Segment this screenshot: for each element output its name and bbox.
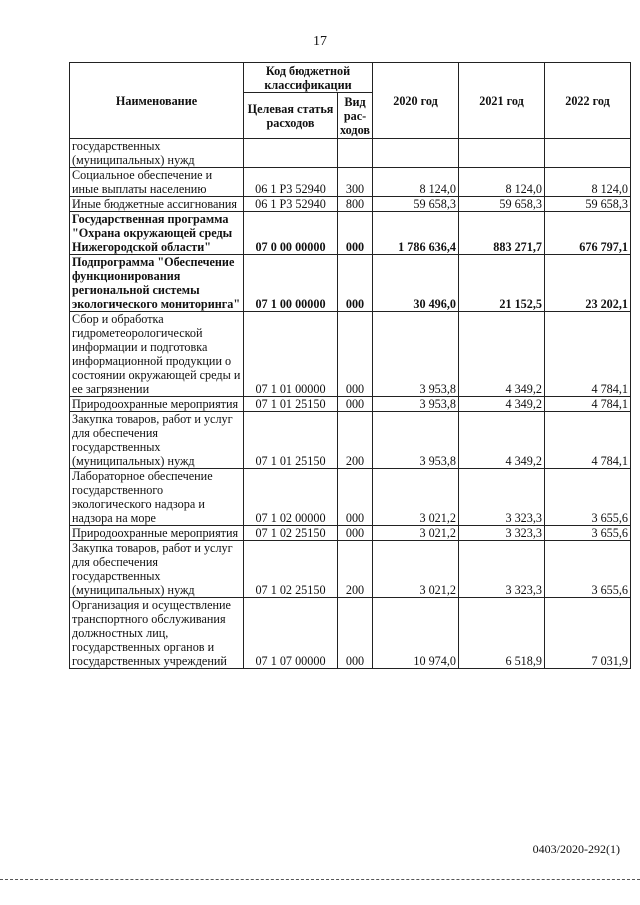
table-row <box>70 397 631 412</box>
cell-code: 07 1 07 00000 <box>244 598 338 669</box>
cell-y2021: 59 658,3 <box>459 197 545 212</box>
cell-code: 07 1 02 00000 <box>244 469 338 526</box>
cell-y2021: 883 271,7 <box>459 212 545 255</box>
table-row <box>70 212 631 255</box>
document-id: 0403/2020-292(1) <box>532 842 620 856</box>
table-row <box>70 541 631 598</box>
cell-y2020: 59 658,3 <box>373 197 459 212</box>
cell-name: Сбор и обработка гидрометеорологической информации и подготовка информационной продукции о состоянии окружающей среды и ее загрязнении <box>70 312 244 397</box>
cell-y2020: 3 953,8 <box>373 397 459 412</box>
cell-name: государственных (муниципальных) нужд <box>70 139 244 168</box>
cell-type: 800 <box>338 197 373 212</box>
cell-y2020: 3 021,2 <box>373 541 459 598</box>
cell-type: 000 <box>338 255 373 312</box>
cell-name: Организация и осуществление транспортного обслуживания должностных лиц, государственных органов и государственных учреждений <box>70 598 244 669</box>
header-2022: 2022 год <box>545 63 631 139</box>
cell-type: 000 <box>338 469 373 526</box>
cell-y2022: 8 124,0 <box>545 168 631 197</box>
cell-y2021: 3 323,3 <box>459 526 545 541</box>
budget-table <box>69 62 631 669</box>
table-row <box>70 139 631 168</box>
cell-code: 07 1 01 25150 <box>244 412 338 469</box>
cell-code: 06 1 P3 52940 <box>244 197 338 212</box>
cell-y2022: 3 655,6 <box>545 541 631 598</box>
cell-y2022: 23 202,1 <box>545 255 631 312</box>
cell-y2020: 3 021,2 <box>373 526 459 541</box>
cell-code: 07 1 00 00000 <box>244 255 338 312</box>
header-2020: 2020 год <box>373 63 459 139</box>
cell-name: Природоохранные мероприятия <box>70 397 244 412</box>
cell-y2020: 3 021,2 <box>373 469 459 526</box>
cell-code: 07 1 01 25150 <box>244 397 338 412</box>
cell-name: Подпрограмма "Обеспечение функционирования региональной системы экологического мониторинга" <box>70 255 244 312</box>
cell-y2021: 8 124,0 <box>459 168 545 197</box>
table-row <box>70 412 631 469</box>
table-row <box>70 255 631 312</box>
cell-y2020 <box>373 139 459 168</box>
cell-y2022: 7 031,9 <box>545 598 631 669</box>
header-2021: 2021 год <box>459 63 545 139</box>
cell-y2022: 59 658,3 <box>545 197 631 212</box>
cell-y2020: 30 496,0 <box>373 255 459 312</box>
cell-y2022 <box>545 139 631 168</box>
cell-y2022: 3 655,6 <box>545 526 631 541</box>
cell-code <box>244 139 338 168</box>
cell-name: Закупка товаров, работ и услуг для обеспечения государственных (муниципальных) нужд <box>70 412 244 469</box>
cell-y2021: 3 323,3 <box>459 469 545 526</box>
cell-name: Социальное обеспечение и иные выплаты населению <box>70 168 244 197</box>
cell-type: 300 <box>338 168 373 197</box>
table-row <box>70 598 631 669</box>
cell-type: 200 <box>338 541 373 598</box>
table-row <box>70 197 631 212</box>
cell-type: 000 <box>338 312 373 397</box>
cell-y2021: 3 323,3 <box>459 541 545 598</box>
table-row <box>70 526 631 541</box>
cell-type: 000 <box>338 397 373 412</box>
cell-code: 07 1 02 25150 <box>244 541 338 598</box>
cell-y2022: 676 797,1 <box>545 212 631 255</box>
cell-type: 200 <box>338 412 373 469</box>
table-row <box>70 312 631 397</box>
cell-name: Закупка товаров, работ и услуг для обеспечения государственных (муниципальных) нужд <box>70 541 244 598</box>
header-name: Наименование <box>70 63 244 139</box>
cell-y2021: 6 518,9 <box>459 598 545 669</box>
cell-type: 000 <box>338 526 373 541</box>
cell-y2020: 1 786 636,4 <box>373 212 459 255</box>
cell-y2021: 21 152,5 <box>459 255 545 312</box>
footer-divider <box>0 879 640 880</box>
cell-y2021 <box>459 139 545 168</box>
cell-y2021: 4 349,2 <box>459 397 545 412</box>
cell-type: 000 <box>338 212 373 255</box>
cell-y2020: 10 974,0 <box>373 598 459 669</box>
cell-y2022: 4 784,1 <box>545 397 631 412</box>
cell-code: 07 1 01 00000 <box>244 312 338 397</box>
cell-code: 07 0 00 00000 <box>244 212 338 255</box>
cell-code: 07 1 02 25150 <box>244 526 338 541</box>
header-expense-type: Вид рас-ходов <box>338 93 373 139</box>
cell-name: Государственная программа "Охрана окружающей среды Нижегородской области" <box>70 212 244 255</box>
cell-y2022: 3 655,6 <box>545 469 631 526</box>
cell-y2022: 4 784,1 <box>545 312 631 397</box>
table-row <box>70 469 631 526</box>
cell-name: Иные бюджетные ассигнования <box>70 197 244 212</box>
cell-name: Лабораторное обеспечение государственного экологического надзора и надзора на море <box>70 469 244 526</box>
cell-name: Природоохранные мероприятия <box>70 526 244 541</box>
cell-y2020: 8 124,0 <box>373 168 459 197</box>
cell-code: 06 1 P3 52940 <box>244 168 338 197</box>
cell-y2020: 3 953,8 <box>373 312 459 397</box>
cell-y2021: 4 349,2 <box>459 412 545 469</box>
page-number: 17 <box>313 34 327 49</box>
cell-y2020: 3 953,8 <box>373 412 459 469</box>
cell-type <box>338 139 373 168</box>
cell-y2021: 4 349,2 <box>459 312 545 397</box>
table-row <box>70 168 631 197</box>
cell-type: 000 <box>338 598 373 669</box>
header-budget-code: Код бюджетной классификации <box>244 63 373 93</box>
header-target-article: Целевая статья расходов <box>244 93 338 139</box>
cell-y2022: 4 784,1 <box>545 412 631 469</box>
